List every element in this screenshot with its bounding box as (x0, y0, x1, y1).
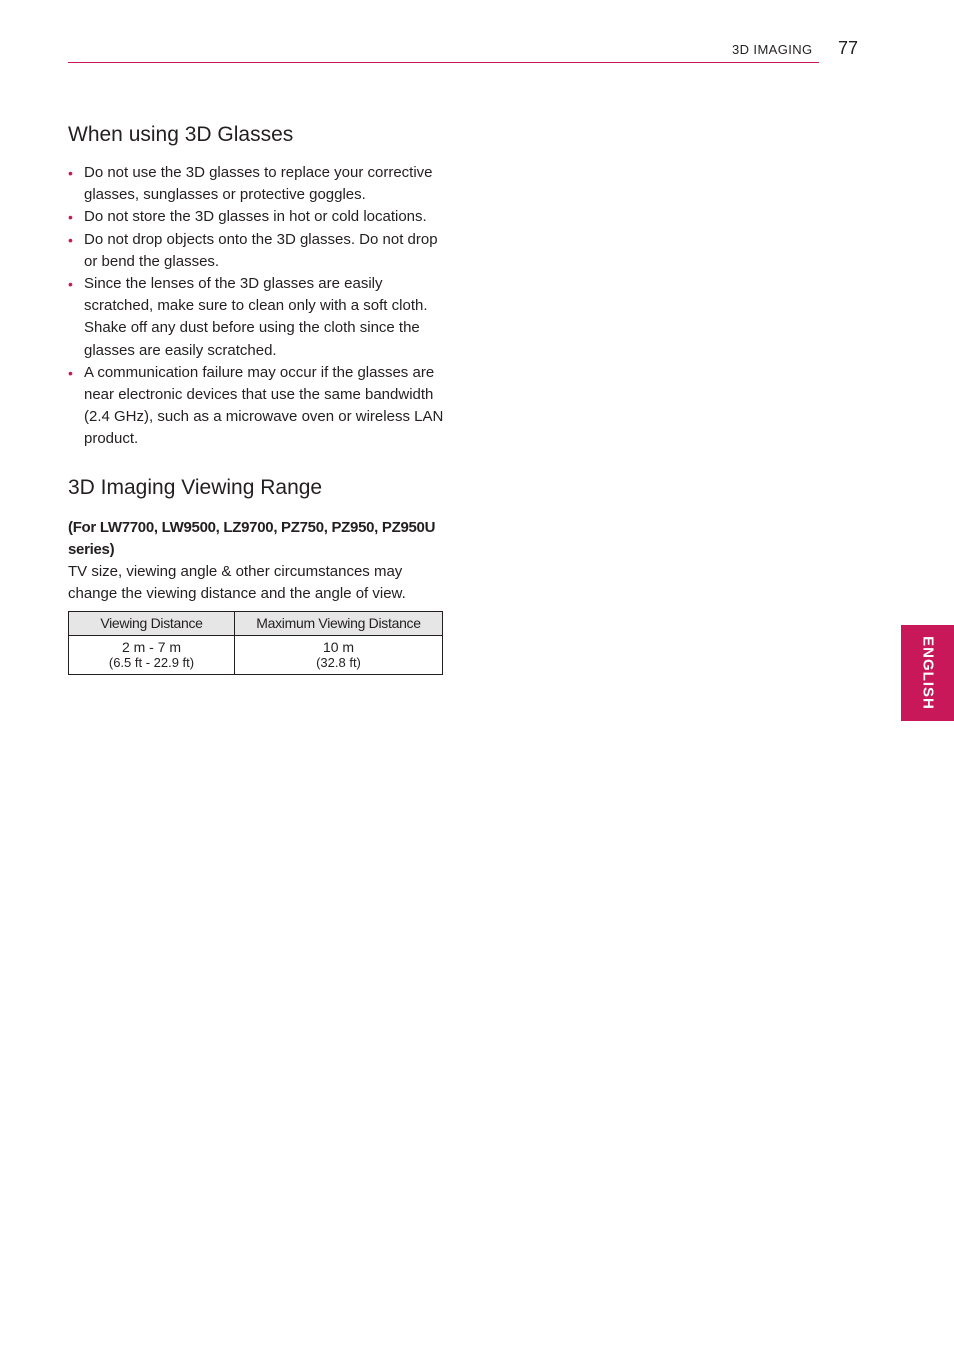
range-description: TV size, viewing angle & other circumstances may change the viewing distance and the angle of view. (68, 562, 406, 602)
bullet-icon: • (68, 209, 73, 226)
header-section-title: 3D IMAGING (732, 42, 813, 57)
list-item (68, 362, 446, 451)
cell-subvalue: (6.5 ft - 22.9 ft) (108, 654, 195, 670)
page-number: 77 (838, 38, 859, 58)
language-label: ENGLISH (919, 636, 936, 710)
main-content (68, 120, 446, 675)
list-item-text: Since the lenses of the 3D glasses are easily scratched, make sure to clean only with a soft cloth. Shake off any dust before using the cloth since the glasses are easily scratched. (84, 275, 428, 359)
list-item-text: Do not store the 3D glasses in hot or cold locations. (84, 208, 427, 226)
list-item (68, 229, 446, 273)
list-item-text: A communication failure may occur if the glasses are near electronic devices that use the same bandwidth (2.4 GHz), such as a microwave oven or wireless LAN product. (84, 363, 444, 448)
language-side-tab (901, 625, 954, 721)
range-heading: 3D Imaging Viewing Range (68, 475, 323, 499)
viewing-range-table (68, 611, 443, 675)
models-subheading: (For LW7700, LW9500, LZ9700, PZ750, PZ950, PZ950U series) (68, 518, 436, 558)
list-item (68, 206, 446, 228)
column-header: Maximum Viewing Distance (235, 611, 443, 635)
glasses-heading: When using 3D Glasses (68, 123, 294, 146)
bullet-icon: • (68, 165, 73, 181)
bullet-icon: • (68, 364, 73, 381)
bullet-icon: • (68, 231, 73, 248)
list-item (68, 162, 446, 206)
cell-subvalue: (32.8 ft) (316, 654, 361, 670)
column-header: Viewing Distance (69, 611, 235, 635)
cell-value: 2 m - 7 m (121, 638, 182, 655)
glasses-list (68, 162, 446, 451)
header-rule (68, 62, 819, 63)
bullet-icon: • (68, 276, 73, 293)
list-item-text: Do not use the 3D glasses to replace your corrective glasses, sunglasses or protective goggles. (84, 164, 433, 204)
list-item (68, 273, 446, 362)
list-item-text: Do not drop objects onto the 3D glasses. Do not drop or bend the glasses. (84, 230, 438, 270)
table-cell (235, 635, 443, 674)
cell-value: 10 m (322, 638, 355, 655)
table-row (69, 635, 443, 674)
table-header-row (69, 611, 443, 635)
table-cell (69, 635, 235, 674)
